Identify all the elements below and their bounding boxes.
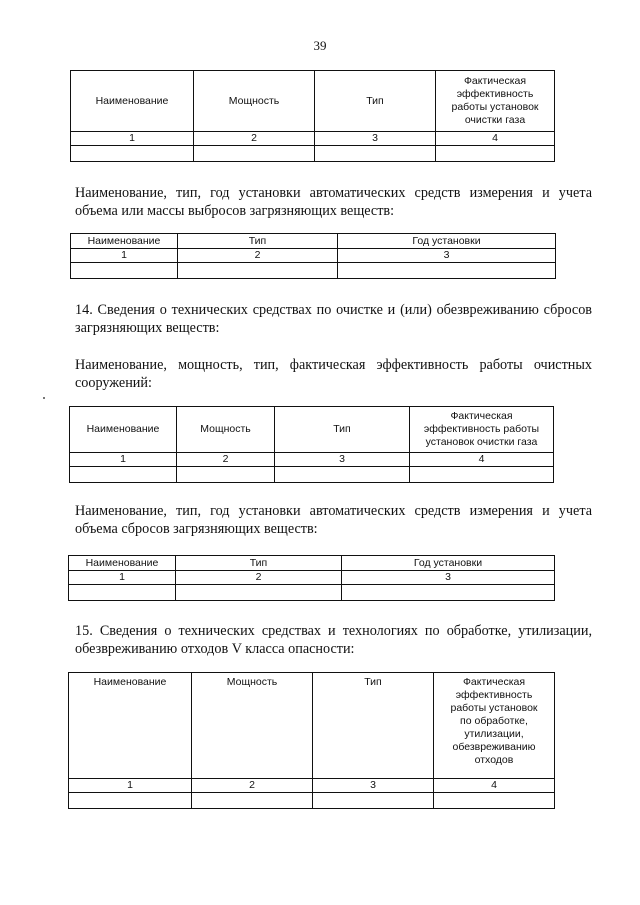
column-number: 1	[70, 453, 177, 467]
column-number: 2	[192, 779, 313, 793]
table-empty-row	[70, 467, 554, 483]
header-name: Наименование	[71, 234, 178, 249]
table-header-row	[69, 673, 555, 779]
column-number: 1	[69, 571, 176, 585]
column-number: 2	[178, 249, 338, 263]
header-name: Наименование	[70, 407, 177, 453]
waste-processing-table	[68, 672, 555, 809]
paragraph-discharge-meters: Наименование, тип, год установки автоматических средств измерения и учета объема сбросов загрязняющих веществ:	[75, 503, 592, 537]
header-install-year: Год установки	[338, 234, 556, 249]
column-number: 2	[194, 132, 315, 146]
header-capacity: Мощность	[177, 407, 275, 453]
column-number: 1	[71, 249, 178, 263]
gas-cleaning-equipment-table	[70, 70, 555, 162]
paragraph-emission-meters: Наименование, тип, год установки автоматических средств измерения и учета объема или массы выбросов загрязняющих веществ:	[75, 185, 592, 219]
table-empty-row	[71, 263, 556, 279]
table-number-row	[69, 779, 555, 793]
emission-meters-table	[70, 233, 556, 279]
wastewater-treatment-table	[69, 406, 554, 483]
column-number: 3	[275, 453, 410, 467]
table-header-row	[71, 234, 556, 249]
column-number: 3	[342, 571, 555, 585]
table-empty-row	[69, 585, 555, 601]
header-name: Наименование	[69, 673, 192, 779]
column-number: 2	[177, 453, 275, 467]
table-header-row	[69, 556, 555, 571]
section-15-heading: 15. Сведения о технических средствах и технологиях по обработке, утилизации, обезвреживанию отходов V класса опасности:	[75, 623, 592, 657]
column-number: 3	[338, 249, 556, 263]
header-install-year: Год установки	[342, 556, 555, 571]
header-efficiency: Фактическая эффективность работы установок очистки газа	[410, 407, 554, 453]
column-number: 4	[436, 132, 555, 146]
header-type: Тип	[176, 556, 342, 571]
column-number: 3	[313, 779, 434, 793]
scan-speck	[43, 397, 45, 399]
header-efficiency: Фактическая эффективность работы установок очистки газа	[436, 71, 555, 132]
header-efficiency: Фактическая эффективность работы установок по обработке, утилизации, обезвреживанию отходов	[434, 673, 555, 779]
header-capacity: Мощность	[192, 673, 313, 779]
column-number: 4	[410, 453, 554, 467]
table-number-row	[69, 571, 555, 585]
column-number: 4	[434, 779, 555, 793]
header-name: Наименование	[69, 556, 176, 571]
table-number-row	[71, 249, 556, 263]
column-number: 2	[176, 571, 342, 585]
header-capacity: Мощность	[194, 71, 315, 132]
column-number: 3	[315, 132, 436, 146]
table-number-row	[70, 453, 554, 467]
header-type: Тип	[313, 673, 434, 779]
column-number: 1	[69, 779, 192, 793]
table-number-row	[71, 132, 555, 146]
table-header-row	[71, 71, 555, 132]
section-14-heading: 14. Сведения о технических средствах по очистке и (или) обезвреживанию сбросов загрязняющих веществ:	[75, 302, 592, 336]
paragraph-treatment-facilities: Наименование, мощность, тип, фактическая эффективность работы очистных сооружений:	[75, 357, 592, 391]
discharge-meters-table	[68, 555, 555, 601]
header-type: Тип	[178, 234, 338, 249]
header-name: Наименование	[71, 71, 194, 132]
table-empty-row	[69, 793, 555, 809]
header-type: Тип	[315, 71, 436, 132]
header-type: Тип	[275, 407, 410, 453]
page-number: 39	[313, 38, 327, 53]
table-empty-row	[71, 146, 555, 162]
column-number: 1	[71, 132, 194, 146]
table-header-row	[70, 407, 554, 453]
